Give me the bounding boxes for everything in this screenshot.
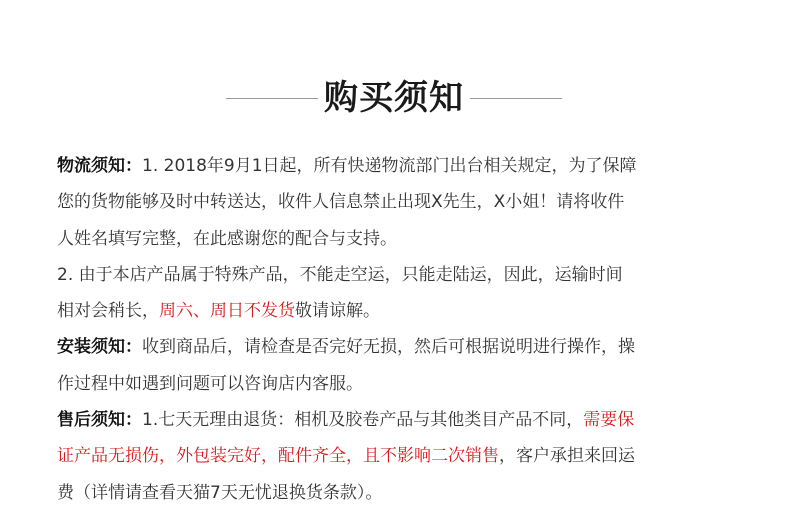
title-row bbox=[0, 72, 790, 124]
logistics-line-4: 2. 由于本店产品属于特殊产品，不能走空运，只能走陆运，因此，运输时间 bbox=[57, 264, 623, 285]
aftersale-text-1-pre: 1.七天无理由退货：相机及胶卷产品与其他类目产品不同， bbox=[142, 410, 584, 431]
aftersale-section bbox=[57, 402, 757, 511]
logistics-section bbox=[57, 148, 757, 329]
logistics-line-5 bbox=[57, 293, 757, 329]
title-divider-right bbox=[470, 98, 562, 99]
logistics-line-3: 人姓名填写完整，在此感谢您的配合与支持。 bbox=[57, 228, 397, 249]
notice-content bbox=[57, 148, 757, 511]
aftersale-label: 售后须知： bbox=[57, 410, 142, 431]
install-line-1 bbox=[57, 329, 757, 365]
aftersale-text-2-post: ，客户承担来回运 bbox=[499, 446, 635, 467]
install-section bbox=[57, 329, 757, 402]
logistics-label: 物流须知： bbox=[57, 156, 142, 176]
page-title: 购买须知 bbox=[324, 78, 464, 118]
aftersale-condition: 证产品无损伤，外包装完好，配件齐全，且不影响二次销售 bbox=[57, 446, 499, 467]
install-line-2: 作过程中如遇到问题可以咨询店内客服。 bbox=[57, 373, 363, 394]
aftersale-line-1 bbox=[57, 402, 757, 438]
logistics-text-5-pre: 相对会稍长， bbox=[57, 301, 159, 322]
logistics-line-2: 您的货物能够及时中转送达，收件人信息禁止出现X先生，X小姐！请将收件 bbox=[57, 192, 625, 213]
install-text-1: 收到商品后，请检查是否完好无损，然后可根据说明进行操作，操 bbox=[142, 337, 635, 358]
aftersale-line-3: 费（详情请查看天猫7天无忧退换货条款）。 bbox=[57, 482, 383, 503]
logistics-line-1 bbox=[57, 148, 757, 184]
aftersale-line-2 bbox=[57, 438, 757, 474]
logistics-text-5-post: 敬请谅解。 bbox=[295, 301, 380, 322]
install-label: 安装须知： bbox=[57, 337, 142, 358]
no-weekend-shipping-notice: 周六、周日不发货 bbox=[159, 301, 295, 322]
aftersale-condition-start: 需要保 bbox=[583, 410, 635, 431]
logistics-text-1: 1. 2018年9月1日起，所有快递物流部门出台相关规定，为了保障 bbox=[142, 156, 637, 176]
title-divider-left bbox=[226, 98, 318, 99]
